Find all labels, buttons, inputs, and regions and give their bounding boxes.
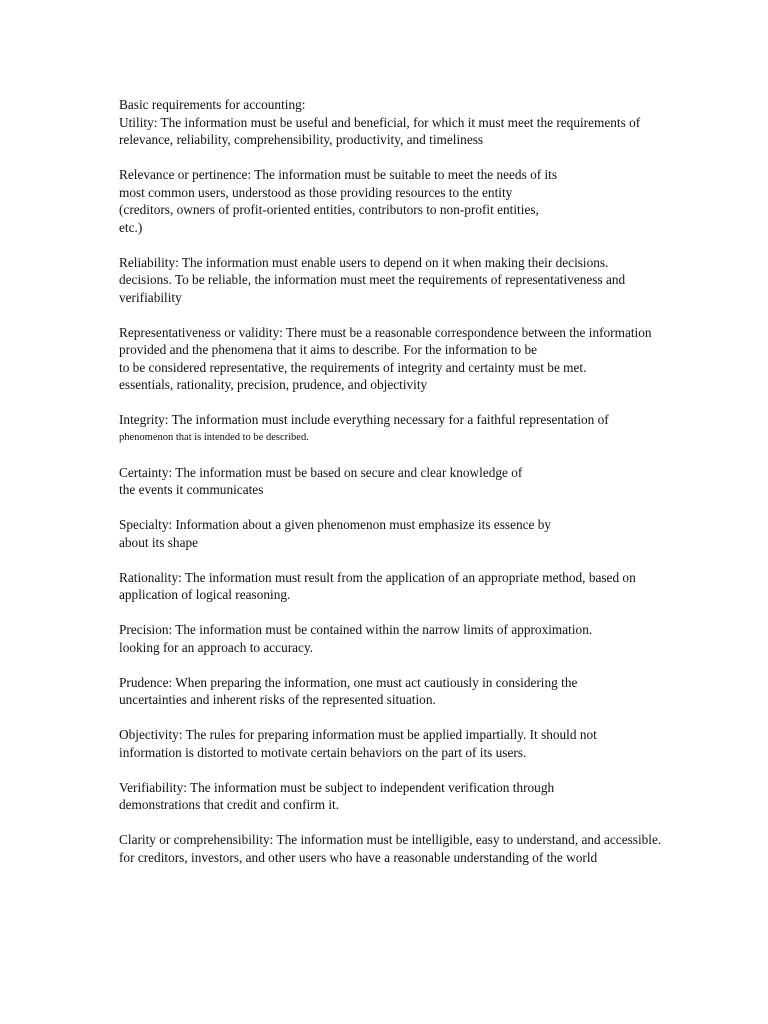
text-line: decisions. To be reliable, the information must meet the requirements of representativeness and bbox=[119, 272, 626, 287]
text-line: Specialty: Information about a given phenomenon must emphasize its essence by bbox=[119, 517, 552, 532]
text-line: etc.) bbox=[119, 219, 143, 235]
text-line: relevance, reliability, comprehensibility, productivity, and timeliness bbox=[119, 132, 484, 147]
text-line: (creditors, owners of profit-oriented entities, contributors to non-profit entities, bbox=[119, 202, 539, 217]
paragraph-verifiability bbox=[119, 779, 759, 814]
paragraph-rationality bbox=[119, 569, 759, 604]
paragraph-utility bbox=[119, 96, 759, 149]
text-line: Rationality: The information must result from the application of an appropriate method, based on bbox=[119, 569, 636, 585]
text-line: Prudence: When preparing the information, one must act cautiously in considering the bbox=[119, 674, 578, 690]
text-line: phenomenon that is intended to be described. bbox=[119, 431, 309, 443]
text-line: Relevance or pertinence: The information must be suitable to meet the needs of its bbox=[119, 167, 558, 182]
text-line: for creditors, investors, and other users who have a reasonable understanding of the world bbox=[119, 849, 598, 865]
text-line: looking for an approach to accuracy. bbox=[119, 639, 314, 655]
text-line: Objectivity: The rules for preparing information must be applied impartially. It should not bbox=[119, 727, 597, 742]
paragraph-prudence bbox=[119, 674, 759, 709]
text-line: Utility: The information must be useful and beneficial, for which it must meet the requirements of bbox=[119, 114, 641, 130]
document-body bbox=[119, 96, 759, 884]
section-heading: Basic requirements for accounting: bbox=[119, 97, 306, 112]
text-line: provided and the phenomena that it aims to describe. For the information to be bbox=[119, 342, 538, 357]
paragraph-clarity bbox=[119, 831, 759, 866]
text-line: information is distorted to motivate certain behaviors on the part of its users. bbox=[119, 744, 527, 760]
text-line: Reliability: The information must enable users to depend on it when making their decisions. bbox=[119, 254, 609, 270]
paragraph-certainty bbox=[119, 464, 759, 499]
paragraph-objectivity bbox=[119, 726, 759, 761]
paragraph-representativeness bbox=[119, 324, 759, 394]
text-line: Integrity: The information must include everything necessary for a faithful representation of bbox=[119, 412, 609, 427]
text-line: verifiability bbox=[119, 289, 182, 305]
text-line: the events it communicates bbox=[119, 482, 264, 497]
paragraph-reliability bbox=[119, 254, 759, 307]
text-line: application of logical reasoning. bbox=[119, 587, 291, 602]
text-line: Precision: The information must be contained within the narrow limits of approximation. bbox=[119, 622, 593, 637]
text-line: Certainty: The information must be based on secure and clear knowledge of bbox=[119, 464, 523, 480]
paragraph-integrity bbox=[119, 411, 759, 446]
text-line: Representativeness or validity: There must be a reasonable correspondence between the information bbox=[119, 324, 652, 340]
text-line: Verifiability: The information must be subject to independent verification through bbox=[119, 779, 555, 795]
text-line: about its shape bbox=[119, 534, 199, 550]
text-line: Clarity or comprehensibility: The information must be intelligible, easy to understand, and accessible. bbox=[119, 832, 662, 847]
text-line: demonstrations that credit and confirm it. bbox=[119, 797, 340, 812]
text-line: most common users, understood as those providing resources to the entity bbox=[119, 184, 513, 200]
text-line: uncertainties and inherent risks of the represented situation. bbox=[119, 692, 436, 707]
paragraph-specialty bbox=[119, 516, 759, 551]
text-line: essentials, rationality, precision, prudence, and objectivity bbox=[119, 377, 428, 392]
text-line: to be considered representative, the requirements of integrity and certainty must be met. bbox=[119, 359, 587, 375]
paragraph-precision bbox=[119, 621, 759, 656]
paragraph-relevance bbox=[119, 166, 759, 236]
